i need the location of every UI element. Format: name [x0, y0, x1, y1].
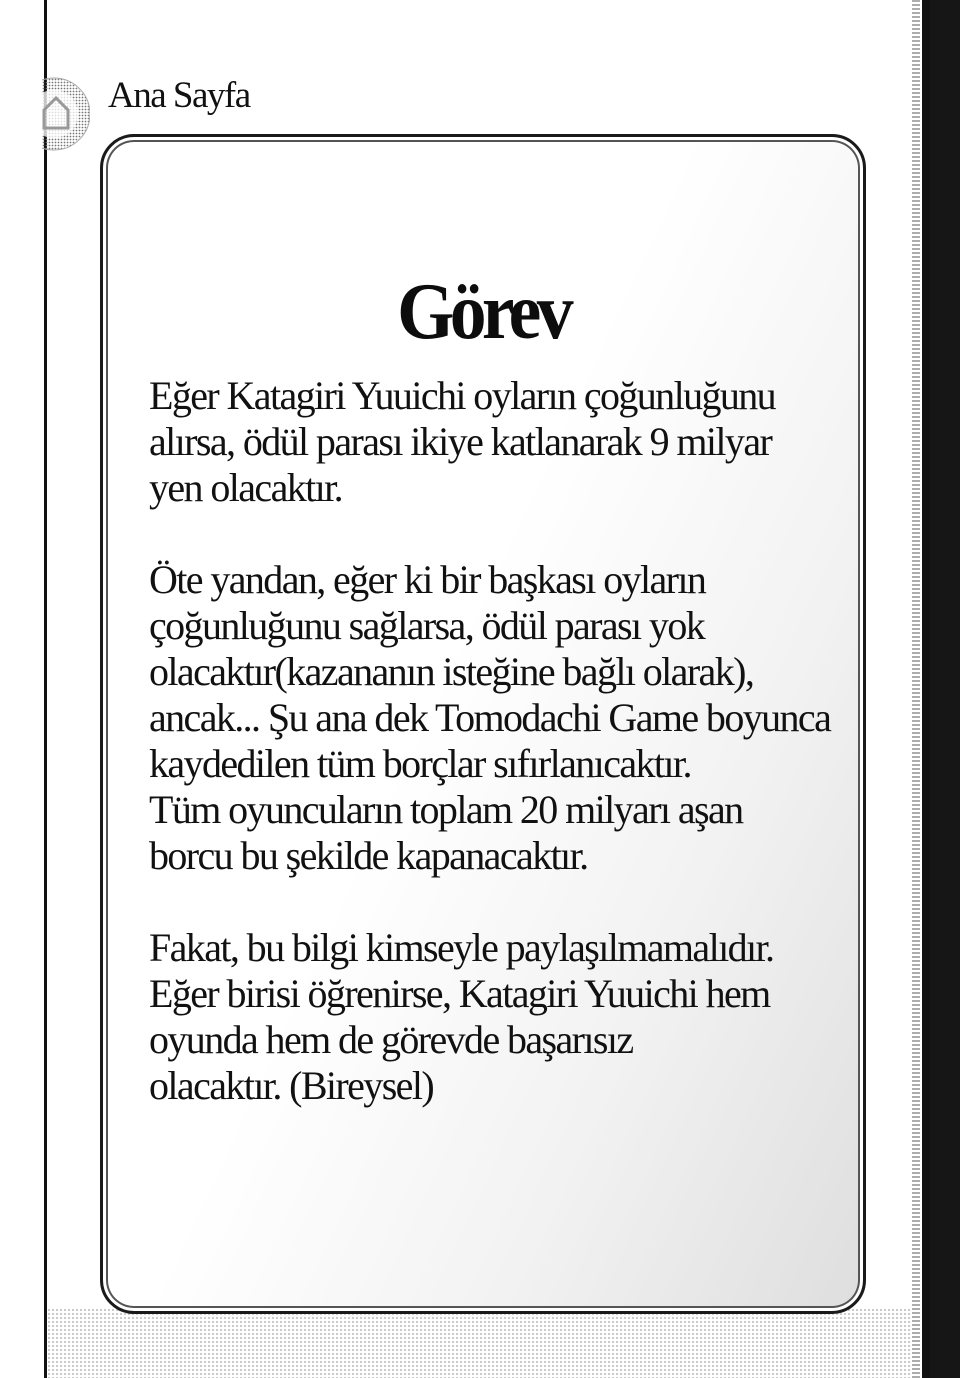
mission-title: Görev — [397, 268, 569, 356]
right-border-line — [922, 0, 930, 1378]
home-icon[interactable] — [42, 66, 90, 162]
mission-panel — [100, 134, 866, 1314]
mission-paragraph-1: Eğer Katagiri Yuuichi oyların çoğunluğunu alırsa, ödül parası ikiye katlanarak 9 milyar yen olacaktır. — [149, 373, 776, 510]
mission-paragraph-3: Fakat, bu bilgi kimseyle paylaşılmamalıdır. Eğer birisi öğrenirse, Katagiri Yuuichi hem oyunda hem de görevde başarısız olacaktır. (Bireysel) — [149, 925, 774, 1108]
right-screentone-strip — [912, 0, 920, 1378]
bottom-screentone — [47, 1308, 912, 1378]
home-link-label[interactable]: Ana Sayfa — [108, 75, 250, 116]
mission-body — [149, 373, 866, 1109]
left-border-line — [44, 0, 47, 1378]
mission-paragraph-2: Öte yandan, eğer ki bir başkası oyların çoğunluğunu sağlarsa, ödül parası yok olacaktır(kazananın isteğine bağlı olarak), ancak... Şu ana dek Tomodachi Game boyunca kaydedilen tüm borçlar sıfırlanıcaktır. Tüm oyuncuların toplam 20 milyarı aşan borcu bu şekilde kapanacaktır. — [149, 557, 831, 878]
right-dark-edge — [930, 0, 960, 1378]
